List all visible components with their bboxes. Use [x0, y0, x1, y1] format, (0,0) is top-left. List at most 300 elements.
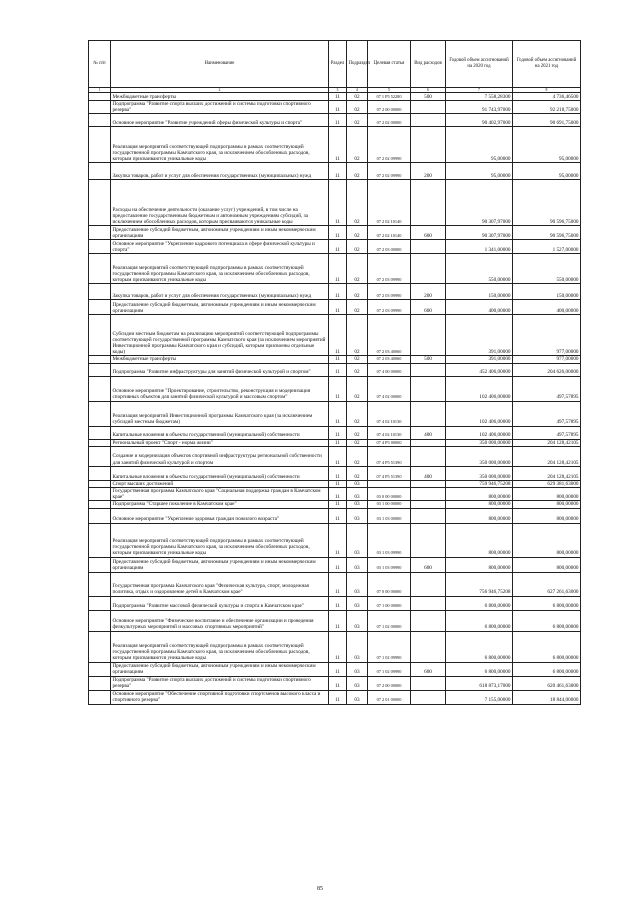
row-razdel-cell: 11 [329, 426, 347, 439]
row-amount-2021-cell: 550,00000 [513, 254, 581, 284]
row-podrazdel-cell: 02 [347, 300, 368, 315]
row-target-article-cell: 07 4 P5 00000 [368, 439, 411, 446]
row-razdel-cell: 11 [329, 446, 347, 466]
row-name-cell: Межбюджетные трансферты [111, 356, 329, 363]
row-amount-2021-cell: 620 461,63000 [513, 676, 581, 690]
row-target-article-cell: 07 4 P5 51390 [368, 446, 411, 466]
row-razdel-cell: 11 [329, 315, 347, 356]
row-amount-2021-cell: 90 596,75000 [513, 180, 581, 226]
row-razdel-cell: 11 [329, 572, 347, 596]
row-razdel-cell: 11 [329, 363, 347, 376]
row-podrazdel-cell: 02 [347, 284, 368, 300]
header-podrazdel: Подраздел [347, 41, 368, 88]
row-name-cell: Реализация мероприятий соответствующей подпрограммы в рамках соответствующей государственной программы Камчатского края, за исключением обособленных расходов, которым присваиваются уникальные коды [111, 631, 329, 662]
row-number-cell [89, 93, 111, 101]
row-amount-2020-cell: 6 800,00000 [446, 596, 513, 610]
row-name-cell: Предоставление субсидий бюджетным, автономным учреждениям и иным некоммерческим организациям [111, 226, 329, 240]
row-target-article-cell: 07 4 02 00000 [368, 376, 411, 401]
row-expense-type-cell [411, 439, 446, 446]
row-name-cell: Реализация мероприятий соответствующей подпрограммы в рамках соответствующей государственной программы Камчатского края, за исключением обособленных расходов, которым присваиваются уникальные коды [111, 127, 329, 163]
row-amount-2021-cell: 6 800,00000 [513, 596, 581, 610]
row-expense-type-cell [411, 315, 446, 356]
row-number-cell [89, 401, 111, 426]
table-row [89, 426, 581, 439]
row-target-article-cell: 07 2 03 40060 [368, 356, 411, 363]
table-row [89, 480, 581, 487]
row-amount-2020-cell: 90 402,97000 [446, 114, 513, 127]
row-expense-type-cell [411, 363, 446, 376]
row-name-cell: Подпрограмма "Развитие спорта высших достижений и системы подготовки спортивного резерва" [111, 101, 329, 114]
table-row [89, 508, 581, 523]
row-razdel-cell: 11 [329, 439, 347, 446]
row-target-article-cell: 03 1 03 09990 [368, 557, 411, 572]
row-name-cell: Предоставление субсидий бюджетным, автономным учреждениям и иным некоммерческим организациям [111, 300, 329, 315]
table-row [89, 356, 581, 363]
row-number-cell [89, 180, 111, 226]
row-expense-type-cell [411, 127, 446, 163]
row-target-article-cell: 07 2 00 00000 [368, 676, 411, 690]
row-name-cell: Создание и модернизация объектов спортивной инфраструктуры региональной собственности для занятий физической культурой и спортом [111, 446, 329, 466]
row-amount-2020-cell: 102 406,00000 [446, 401, 513, 426]
row-number-cell [89, 356, 111, 363]
row-expense-type-cell: 600 [411, 300, 446, 315]
row-number-cell [89, 557, 111, 572]
table-row [89, 93, 581, 101]
row-target-article-cell: 07 2 01 00000 [368, 690, 411, 704]
table-row [89, 254, 581, 284]
table-row [89, 446, 581, 466]
row-amount-2020-cell: 90 307,97000 [446, 180, 513, 226]
row-target-article-cell: 07 2 02 09990 [368, 127, 411, 163]
row-amount-2020-cell: 95,00000 [446, 163, 513, 180]
row-amount-2021-cell: 497,57895 [513, 426, 581, 439]
row-number-cell [89, 523, 111, 557]
row-amount-2021-cell: 95,00000 [513, 127, 581, 163]
row-amount-2020-cell: 6 800,00000 [446, 631, 513, 662]
row-number-cell [89, 315, 111, 356]
row-expense-type-cell [411, 254, 446, 284]
row-amount-2021-cell: 800,00000 [513, 488, 581, 501]
row-razdel-cell: 11 [329, 557, 347, 572]
row-podrazdel-cell: 02 [347, 376, 368, 401]
row-razdel-cell: 11 [329, 508, 347, 523]
row-number-cell [89, 254, 111, 284]
row-amount-2021-cell: 800,00000 [513, 523, 581, 557]
table-row [89, 127, 581, 163]
row-amount-2020-cell: 800,00000 [446, 508, 513, 523]
row-name-cell: Подпрограмма "Развитие инфраструктуры для занятий физической культурой и спортом" [111, 363, 329, 376]
budget-table [88, 40, 581, 705]
row-podrazdel-cell: 02 [347, 127, 368, 163]
row-amount-2021-cell: 6 800,00000 [513, 610, 581, 631]
row-number-cell [89, 363, 111, 376]
row-target-article-cell: 07 2 00 00000 [368, 101, 411, 114]
table-row [89, 240, 581, 254]
row-expense-type-cell: 500 [411, 356, 446, 363]
row-podrazdel-cell: 03 [347, 631, 368, 662]
row-amount-2021-cell: 800,00000 [513, 508, 581, 523]
row-number-cell [89, 508, 111, 523]
row-razdel-cell: 11 [329, 631, 347, 662]
row-expense-type-cell [411, 488, 446, 501]
row-expense-type-cell [411, 240, 446, 254]
row-name-cell: Основное мероприятие "Укрепление здоровья граждан пожилого возраста" [111, 508, 329, 523]
row-amount-2021-cell: 18 844,00000 [513, 690, 581, 704]
row-razdel-cell: 11 [329, 401, 347, 426]
table-row [89, 466, 581, 480]
row-number-cell [89, 376, 111, 401]
row-name-cell: Основное мероприятие "Проектирование, строительство, реконструкция и модернизация спортивных объектов для занятий физической культурой и массовым спортом" [111, 376, 329, 401]
table-row [89, 439, 581, 446]
table-row [89, 596, 581, 610]
row-name-cell: Подпрограмма "Развитие массовой физической культуры и спорта в Камчатском крае" [111, 596, 329, 610]
row-razdel-cell: 11 [329, 376, 347, 401]
column-number: 6 [411, 88, 446, 93]
row-target-article-cell: 07 2 02 10140 [368, 226, 411, 240]
row-podrazdel-cell: 03 [347, 610, 368, 631]
row-number-cell [89, 662, 111, 676]
row-number-cell [89, 690, 111, 704]
row-amount-2020-cell: 102 406,00000 [446, 426, 513, 439]
table-row [89, 226, 581, 240]
row-amount-2020-cell: 7 155,00000 [446, 690, 513, 704]
row-target-article-cell: 07 4 02 10130 [368, 426, 411, 439]
row-podrazdel-cell: 02 [347, 363, 368, 376]
row-amount-2020-cell: 350 000,00000 [446, 439, 513, 446]
table-row [89, 572, 581, 596]
row-name-cell: Субсидии местным бюджетам на реализацию мероприятий соответствующей подпрограммы соответствующей государственной программы Камчатского края (за исключением мероприятий Инвестиционной программы Камчатского края и субсидий, которым присвоены отдельные коды) [111, 315, 329, 356]
row-amount-2020-cell: 800,00000 [446, 557, 513, 572]
table-row [89, 114, 581, 127]
row-target-article-cell: 07 4 02 10130 [368, 401, 411, 426]
row-amount-2021-cell: 90 691,75000 [513, 114, 581, 127]
row-number-cell [89, 101, 111, 114]
row-expense-type-cell [411, 401, 446, 426]
table-row [89, 488, 581, 501]
row-name-cell: Капитальные вложения в объекты государственной (муниципальной) собственности [111, 426, 329, 439]
row-razdel-cell: 11 [329, 254, 347, 284]
table-row [89, 631, 581, 662]
row-amount-2020-cell: 759 946,75208 [446, 480, 513, 487]
row-razdel-cell: 11 [329, 488, 347, 501]
header-number: № п/п [89, 41, 111, 88]
header-row [89, 41, 581, 88]
row-amount-2020-cell: 800,00000 [446, 523, 513, 557]
row-name-cell: Реализация мероприятий соответствующей подпрограммы в рамках соответствующей государственной программы Камчатского края, за исключением обособленных расходов, которым присваиваются уникальные коды [111, 523, 329, 557]
column-number: 8 [513, 88, 581, 93]
row-target-article-cell: 07 2 02 09990 [368, 163, 411, 180]
row-podrazdel-cell: 03 [347, 508, 368, 523]
row-amount-2021-cell: 150,00000 [513, 284, 581, 300]
table-row [89, 557, 581, 572]
header-expense-type: Вид расходов [411, 41, 446, 88]
row-amount-2020-cell: 550,00000 [446, 254, 513, 284]
column-number: 2 [111, 88, 329, 93]
row-podrazdel-cell: 03 [347, 676, 368, 690]
row-podrazdel-cell: 03 [347, 480, 368, 487]
row-podrazdel-cell: 03 [347, 596, 368, 610]
row-number-cell [89, 127, 111, 163]
row-expense-type-cell: 400 [411, 426, 446, 439]
column-number: 7 [446, 88, 513, 93]
row-podrazdel-cell: 02 [347, 114, 368, 127]
row-razdel-cell: 11 [329, 466, 347, 480]
row-number-cell [89, 284, 111, 300]
table-row [89, 101, 581, 114]
row-podrazdel-cell: 02 [347, 401, 368, 426]
row-razdel-cell: 11 [329, 523, 347, 557]
row-target-article-cell: 03 1 03 00000 [368, 508, 411, 523]
table-row [89, 363, 581, 376]
header-name: Наименование [111, 41, 329, 88]
row-amount-2021-cell: 92 218,75000 [513, 101, 581, 114]
row-razdel-cell: 11 [329, 356, 347, 363]
table-row [89, 300, 581, 315]
row-amount-2021-cell: 204 128,42105 [513, 446, 581, 466]
row-amount-2021-cell: 204 128,42105 [513, 466, 581, 480]
row-podrazdel-cell: 02 [347, 101, 368, 114]
row-razdel-cell: 11 [329, 93, 347, 101]
row-target-article-cell: 07 1 02 09990 [368, 662, 411, 676]
row-podrazdel-cell: 02 [347, 356, 368, 363]
row-number-cell [89, 446, 111, 466]
row-expense-type-cell: 200 [411, 163, 446, 180]
row-target-article-cell: 07 2 03 09990 [368, 254, 411, 284]
row-podrazdel-cell: 03 [347, 501, 368, 508]
row-name-cell: Подпрограмма "Старшее поколение в Камчатском крае" [111, 501, 329, 508]
row-amount-2020-cell: 400,00000 [446, 300, 513, 315]
row-amount-2020-cell: 90 307,97000 [446, 226, 513, 240]
row-expense-type-cell [411, 596, 446, 610]
row-amount-2021-cell: 629 381,63000 [513, 480, 581, 487]
row-expense-type-cell [411, 610, 446, 631]
row-number-cell [89, 226, 111, 240]
row-target-article-cell: 07 1 02 00000 [368, 610, 411, 631]
row-amount-2021-cell: 90 596,75000 [513, 226, 581, 240]
table-row [89, 163, 581, 180]
row-name-cell: Предоставление субсидий бюджетным, автономным учреждениям и иным некоммерческим организациям [111, 662, 329, 676]
row-razdel-cell: 11 [329, 180, 347, 226]
header-amount-2021: Годовой объем ассигнований на 2021 год [513, 41, 581, 88]
row-target-article-cell: 07 4 P5 51390 [368, 466, 411, 480]
row-expense-type-cell [411, 631, 446, 662]
row-number-cell [89, 501, 111, 508]
table-row [89, 676, 581, 690]
row-razdel-cell: 11 [329, 114, 347, 127]
row-target-article-cell: 07 4 00 00000 [368, 363, 411, 376]
row-podrazdel-cell: 03 [347, 557, 368, 572]
row-amount-2020-cell: 350 000,00000 [446, 466, 513, 480]
table-body [89, 93, 581, 705]
row-target-article-cell: 07 2 03 40060 [368, 315, 411, 356]
row-expense-type-cell: 500 [411, 93, 446, 101]
row-name-cell: Реализация мероприятий соответствующей подпрограммы в рамках соответствующей государственной программы Камчатского края, за исключением обособленных расходов, которым присваиваются уникальные коды [111, 254, 329, 284]
table-row [89, 690, 581, 704]
row-podrazdel-cell: 03 [347, 523, 368, 557]
row-amount-2020-cell: 618 873,17000 [446, 676, 513, 690]
row-target-article-cell: 07 1 Р5 52280 [368, 93, 411, 101]
row-number-cell [89, 240, 111, 254]
row-expense-type-cell [411, 676, 446, 690]
row-amount-2020-cell: 756 946,75208 [446, 572, 513, 596]
row-name-cell: Капитальные вложения в объекты государственной (муниципальной) собственности [111, 466, 329, 480]
row-podrazdel-cell: 03 [347, 572, 368, 596]
row-amount-2021-cell: 6 800,00000 [513, 631, 581, 662]
table-row [89, 180, 581, 226]
row-name-cell: Основное мероприятие "Физическое воспитание и обеспечение организации и проведения физкультурных мероприятий и массовых спортивных мероприятий" [111, 610, 329, 631]
row-name-cell: Предоставление субсидий бюджетным, автономным учреждениям и иным некоммерческим организациям [111, 557, 329, 572]
row-expense-type-cell [411, 101, 446, 114]
row-razdel-cell: 11 [329, 610, 347, 631]
row-target-article-cell: 07 2 03 00000 [368, 240, 411, 254]
row-expense-type-cell [411, 523, 446, 557]
row-number-cell [89, 163, 111, 180]
row-amount-2021-cell: 204 128,42105 [513, 439, 581, 446]
row-number-cell [89, 300, 111, 315]
row-number-cell [89, 488, 111, 501]
row-number-cell [89, 596, 111, 610]
row-podrazdel-cell: 03 [347, 662, 368, 676]
row-name-cell: Закупка товаров, работ и услуг для обеспечения государственных (муниципальных) нужд [111, 163, 329, 180]
row-expense-type-cell [411, 180, 446, 226]
row-name-cell: Региональный проект "Спорт - норма жизни" [111, 439, 329, 446]
row-expense-type-cell [411, 690, 446, 704]
row-amount-2021-cell: 497,57895 [513, 376, 581, 401]
row-podrazdel-cell: 03 [347, 690, 368, 704]
row-name-cell: Основное мероприятие "Укрепление кадрового потенциала в сфере физической культуры и спорта" [111, 240, 329, 254]
row-amount-2021-cell: 400,00000 [513, 300, 581, 315]
row-amount-2020-cell: 150,00000 [446, 284, 513, 300]
row-amount-2020-cell: 91 743,97000 [446, 101, 513, 114]
row-name-cell: Государственная программа Камчатского края "Социальная поддержка граждан в Камчатском крае" [111, 488, 329, 501]
row-amount-2021-cell: 95,00000 [513, 163, 581, 180]
row-amount-2021-cell: 497,57895 [513, 401, 581, 426]
row-expense-type-cell [411, 114, 446, 127]
row-expense-type-cell: 600 [411, 557, 446, 572]
row-amount-2020-cell: 350 000,00000 [446, 446, 513, 466]
row-number-cell [89, 676, 111, 690]
row-amount-2020-cell: 800,00000 [446, 488, 513, 501]
row-podrazdel-cell: 02 [347, 254, 368, 284]
row-name-cell: Основное мероприятие "Развитие учреждений сферы физической культуры и спорта" [111, 114, 329, 127]
row-target-article-cell: 07 0 00 00000 [368, 572, 411, 596]
row-amount-2020-cell: 7 558,28300 [446, 93, 513, 101]
row-podrazdel-cell: 02 [347, 163, 368, 180]
column-number: 4 [347, 88, 368, 93]
row-number-cell [89, 114, 111, 127]
row-amount-2020-cell: 391,00000 [446, 315, 513, 356]
row-amount-2020-cell: 391,00000 [446, 356, 513, 363]
row-podrazdel-cell: 02 [347, 426, 368, 439]
row-amount-2021-cell: 977,00000 [513, 315, 581, 356]
column-number: 5 [368, 88, 411, 93]
row-name-cell: Государственная программа Камчатского края "Физическая культура, спорт, молодежная политика, отдых и оздоровление детей в Камчатском крае" [111, 572, 329, 596]
row-razdel-cell: 11 [329, 284, 347, 300]
row-expense-type-cell [411, 376, 446, 401]
row-number-cell [89, 439, 111, 446]
row-amount-2020-cell: 6 800,00000 [446, 662, 513, 676]
row-amount-2021-cell: 977,00000 [513, 356, 581, 363]
column-number: 3 [329, 88, 347, 93]
table-row [89, 315, 581, 356]
row-name-cell: Подпрограмма "Развитие спорта высших достижений и системы подготовки спортивного резерва" [111, 676, 329, 690]
row-number-cell [89, 426, 111, 439]
row-target-article-cell [368, 480, 411, 487]
row-amount-2021-cell: 204 626,00000 [513, 363, 581, 376]
row-razdel-cell: 11 [329, 676, 347, 690]
row-podrazdel-cell: 03 [347, 488, 368, 501]
table-row [89, 376, 581, 401]
row-expense-type-cell [411, 572, 446, 596]
row-number-cell [89, 572, 111, 596]
row-razdel-cell: 11 [329, 163, 347, 180]
row-name-cell: Спорт высших достижений [111, 480, 329, 487]
row-name-cell: Основное мероприятие "Обеспечение спортивной подготовки спортсменов высокого класса и спортивного резерва" [111, 690, 329, 704]
row-target-article-cell: 07 1 02 09990 [368, 631, 411, 662]
row-amount-2020-cell: 95,00000 [446, 127, 513, 163]
table-row [89, 662, 581, 676]
row-number-cell [89, 480, 111, 487]
row-amount-2020-cell: 800,00000 [446, 501, 513, 508]
row-expense-type-cell [411, 480, 446, 487]
row-podrazdel-cell: 02 [347, 446, 368, 466]
row-name-cell: Реализация мероприятий Инвестиционной программы Камчатского края (за исключением субсидий местным бюджетам) [111, 401, 329, 426]
table-row [89, 523, 581, 557]
row-razdel-cell: 11 [329, 300, 347, 315]
row-amount-2021-cell: 6 800,00000 [513, 662, 581, 676]
row-name-cell: Расходы на обеспечение деятельности (оказание услуг) учреждений, в том числе на предоставление государственным бюджетным и автономным учреждениям субсидий, за исключением обособленных расходов, которым присваиваются уникальные коды [111, 180, 329, 226]
row-podrazdel-cell: 02 [347, 93, 368, 101]
row-target-article-cell: 03 1 03 09990 [368, 523, 411, 557]
row-amount-2020-cell: 1 341,00000 [446, 240, 513, 254]
header-amount-2020: Годовой объем ассигнований на 2020 год [446, 41, 513, 88]
row-amount-2021-cell: 800,00000 [513, 501, 581, 508]
row-amount-2020-cell: 6 800,00000 [446, 610, 513, 631]
column-number: 1 [89, 88, 111, 93]
row-name-cell: Межбюджетные трансферты [111, 93, 329, 101]
row-amount-2021-cell: 800,00000 [513, 557, 581, 572]
row-podrazdel-cell: 02 [347, 240, 368, 254]
row-podrazdel-cell: 02 [347, 466, 368, 480]
row-razdel-cell: 11 [329, 662, 347, 676]
row-razdel-cell: 11 [329, 226, 347, 240]
table-row [89, 401, 581, 426]
row-target-article-cell: 07 2 02 00000 [368, 114, 411, 127]
row-expense-type-cell: 600 [411, 662, 446, 676]
row-razdel-cell: 11 [329, 501, 347, 508]
row-target-article-cell: 03 1 00 00000 [368, 501, 411, 508]
table-row [89, 501, 581, 508]
row-number-cell [89, 610, 111, 631]
row-amount-2020-cell: 452 406,00000 [446, 363, 513, 376]
row-amount-2021-cell: 1 527,00000 [513, 240, 581, 254]
row-number-cell [89, 466, 111, 480]
row-target-article-cell: 07 2 03 09990 [368, 284, 411, 300]
row-target-article-cell: 07 2 03 09990 [368, 300, 411, 315]
row-name-cell: Закупка товаров, работ и услуг для обеспечения государственных (муниципальных) нужд [111, 284, 329, 300]
row-target-article-cell: 07 1 00 00000 [368, 596, 411, 610]
row-podrazdel-cell: 02 [347, 180, 368, 226]
row-target-article-cell: 03 0 00 00000 [368, 488, 411, 501]
row-expense-type-cell [411, 501, 446, 508]
table-row [89, 610, 581, 631]
row-amount-2021-cell: 627 261,63000 [513, 572, 581, 596]
row-podrazdel-cell: 02 [347, 226, 368, 240]
row-amount-2020-cell: 102 406,00000 [446, 376, 513, 401]
row-amount-2021-cell: 4 736,46500 [513, 93, 581, 101]
row-razdel-cell: 11 [329, 596, 347, 610]
table-row [89, 284, 581, 300]
